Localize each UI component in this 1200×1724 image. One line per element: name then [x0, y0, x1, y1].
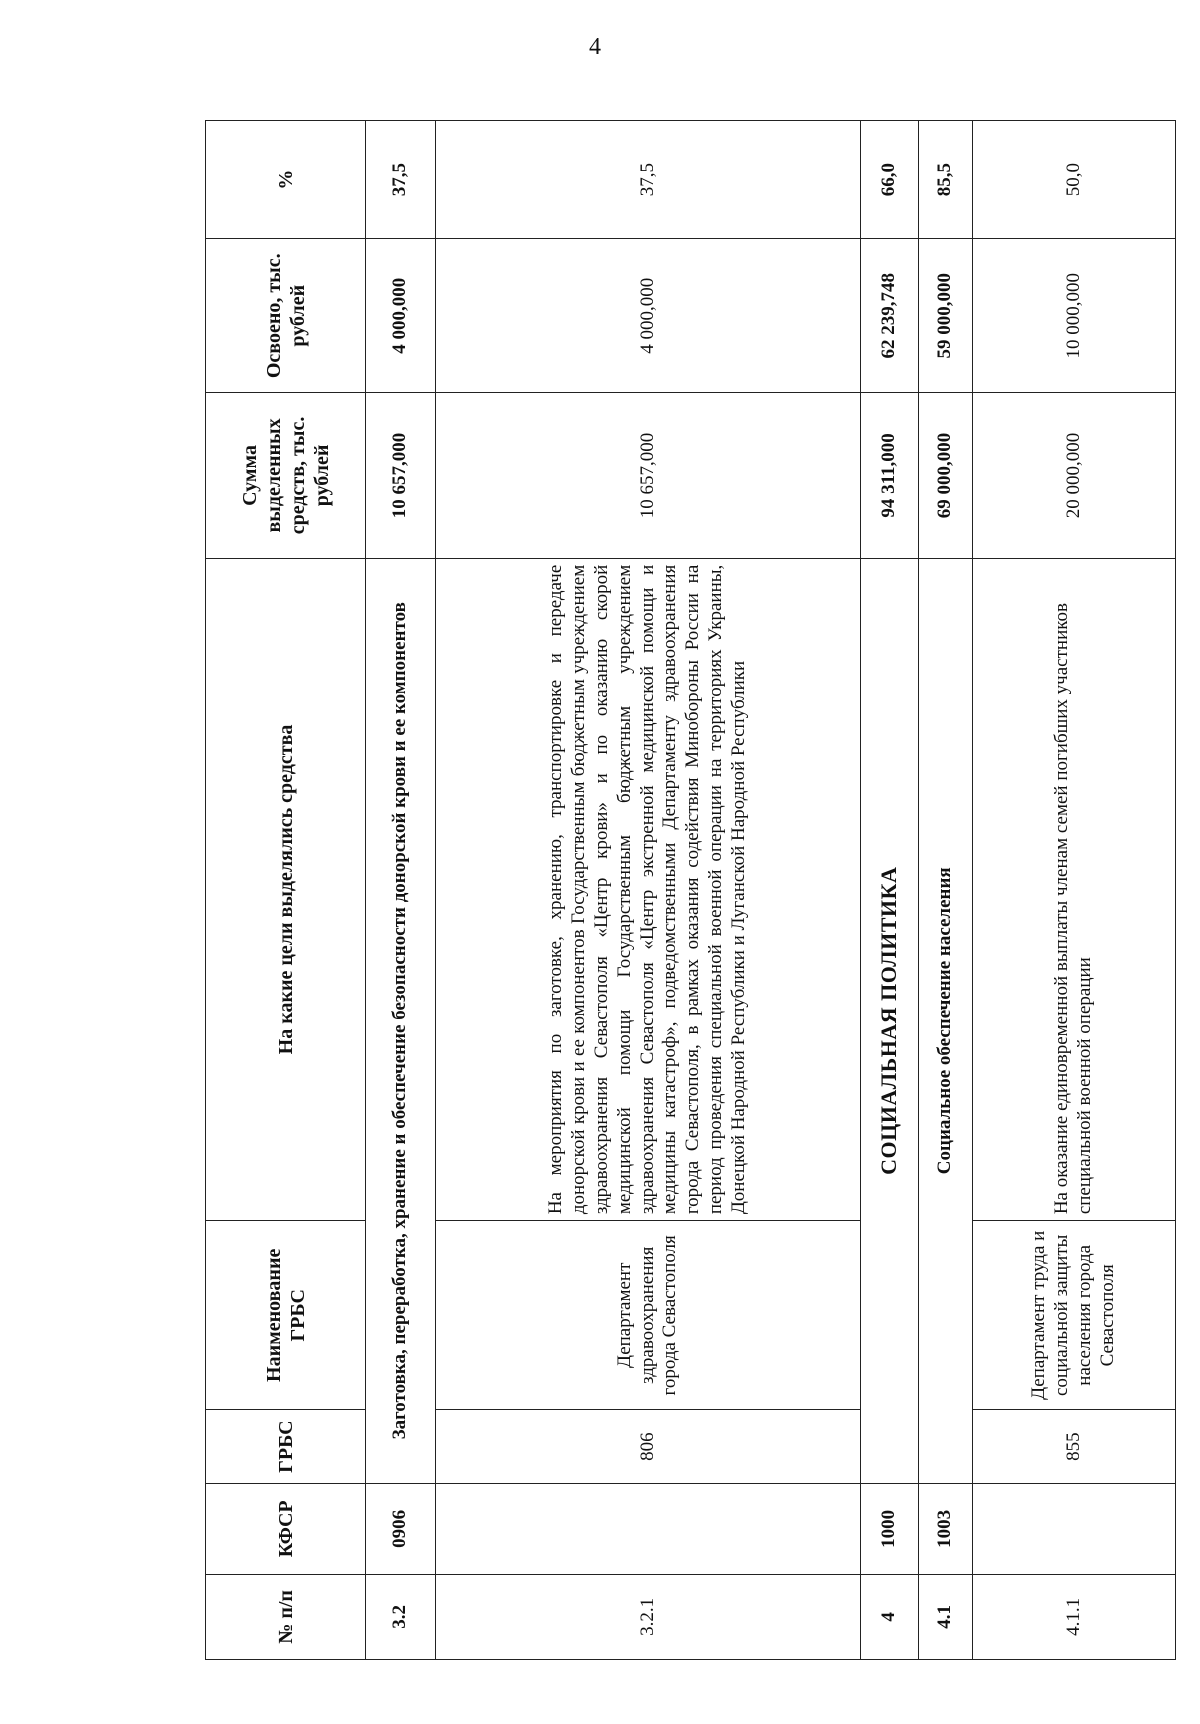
- cell-spent: 4 000,000: [436, 239, 861, 393]
- cell-spent: 4 000,000: [366, 239, 436, 393]
- cell-spent: 62 239,748: [861, 239, 919, 393]
- cell-purpose: На мероприятия по заготовке, хранению, транспортировке и передаче донорской крови и ее компонентов Государственным бюджетным учреждением здравоохранения Севастополя «Центр крови» и по оказанию скорой медицинской помощи Государственным бюджетным учреждением здравоохранения Севастополя «Центр экстренной медицинской помощи и медицины катастроф», подведомственными Департаменту здравоохранения города Севастополя, в рамках оказания содействия Минобороны России на период проведения специальной военной операции на территориях Украины, Донецкой Народной Республики и Луганской Народной Республики: [436, 558, 861, 1220]
- header-grbs: ГРБС: [206, 1410, 366, 1483]
- header-grbs-name: Наименование ГРБС: [206, 1221, 366, 1410]
- cell-allocated: 10 657,000: [436, 393, 861, 559]
- table-row: [861, 121, 919, 1660]
- table-row: [366, 121, 436, 1660]
- header-percent: %: [206, 121, 366, 239]
- table-row: [973, 121, 1176, 1660]
- cell-num: 4.1: [919, 1574, 973, 1659]
- cell-percent: 66,0: [861, 121, 919, 239]
- header-kfsr: КФСР: [206, 1483, 366, 1574]
- cell-grbs: 806: [436, 1410, 861, 1483]
- header-num: № п/п: [206, 1574, 366, 1659]
- cell-percent: 37,5: [436, 121, 861, 239]
- cell-grbs-name: Департамент здравоохранения города Севастополя: [436, 1221, 861, 1410]
- cell-kfsr: [973, 1483, 1176, 1574]
- cell-allocated: 20 000,000: [973, 393, 1176, 559]
- cell-section-title: СОЦИАЛЬНАЯ ПОЛИТИКА: [861, 558, 919, 1483]
- cell-num: 4: [861, 1574, 919, 1659]
- cell-kfsr: 1003: [919, 1483, 973, 1574]
- cell-kfsr: 1000: [861, 1483, 919, 1574]
- budget-table: [205, 120, 1176, 1660]
- cell-num: 4.1.1: [973, 1574, 1176, 1659]
- cell-section-title: Социальное обеспечение населения: [919, 558, 973, 1483]
- table-row: [919, 121, 973, 1660]
- cell-percent: 85,5: [919, 121, 973, 239]
- cell-kfsr: 0906: [366, 1483, 436, 1574]
- header-spent: Освоено, тыс. рублей: [206, 239, 366, 393]
- table-header-row: [206, 121, 366, 1660]
- cell-allocated: 69 000,000: [919, 393, 973, 559]
- table-row: [436, 121, 861, 1660]
- cell-percent: 37,5: [366, 121, 436, 239]
- cell-grbs: 855: [973, 1410, 1176, 1483]
- cell-num: 3.2.1: [436, 1574, 861, 1659]
- page-number: 4: [589, 34, 601, 60]
- cell-spent: 10 000,000: [973, 239, 1176, 393]
- header-purpose: На какие цели выделялись средства: [206, 558, 366, 1220]
- cell-section-title: Заготовка, переработка, хранение и обеспечение безопасности донорской крови и ее компонентов: [366, 558, 436, 1483]
- rotated-table-container: [205, 120, 1175, 1660]
- cell-grbs-name: Департамент труда и социальной защиты населения города Севастополя: [973, 1221, 1176, 1410]
- header-allocated: Сумма выделенных средств, тыс. рублей: [206, 393, 366, 559]
- cell-allocated: 10 657,000: [366, 393, 436, 559]
- cell-purpose: На оказание единовременной выплаты членам семей погибших участников специальной военной операции: [973, 558, 1176, 1220]
- cell-percent: 50,0: [973, 121, 1176, 239]
- cell-kfsr: [436, 1483, 861, 1574]
- cell-spent: 59 000,000: [919, 239, 973, 393]
- cell-allocated: 94 311,000: [861, 393, 919, 559]
- cell-num: 3.2: [366, 1574, 436, 1659]
